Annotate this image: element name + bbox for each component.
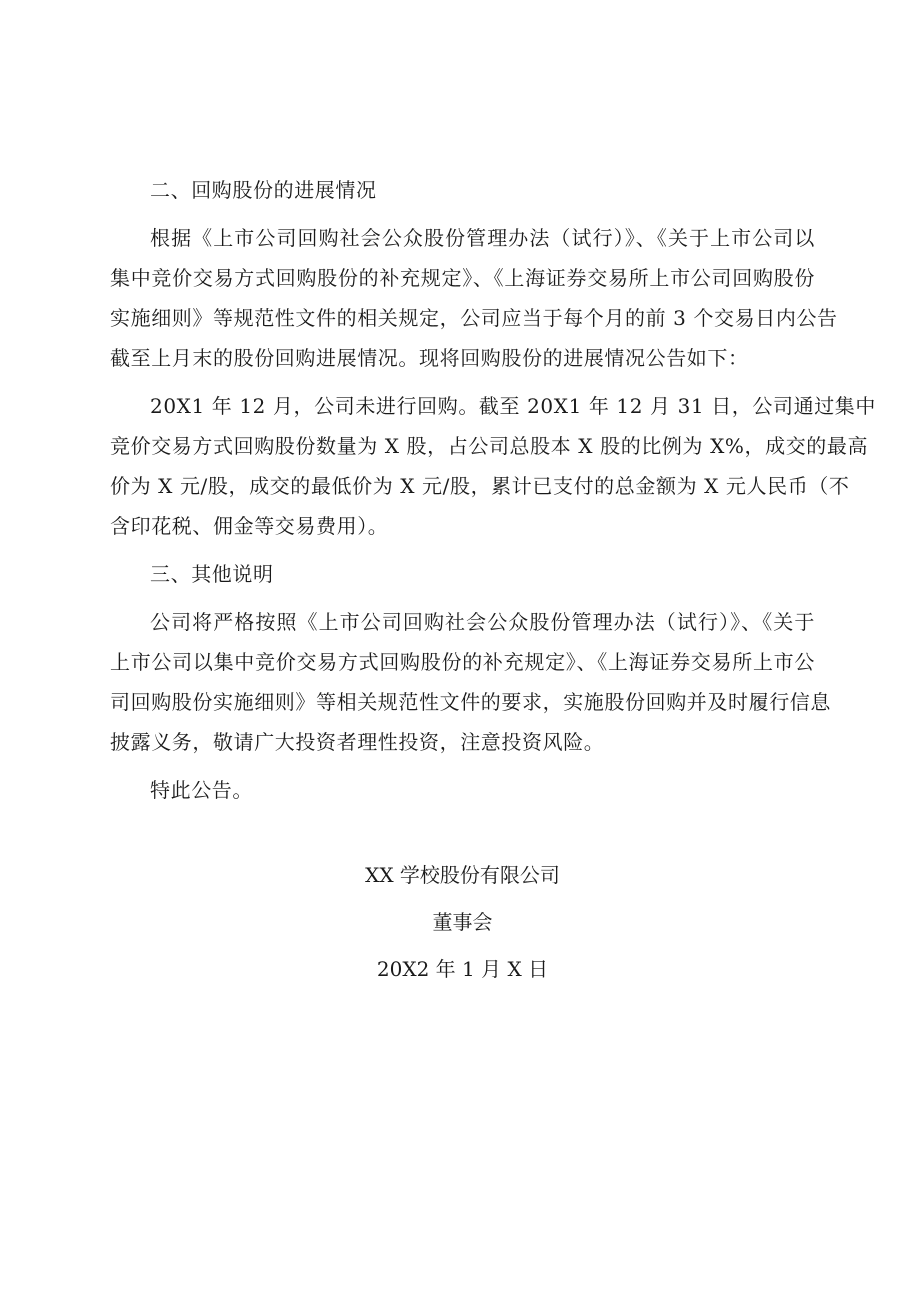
announcement-date: 20X2 年 1 月 X 日 xyxy=(376,957,549,981)
closing-statement: 特此公告。 xyxy=(150,778,253,802)
paragraph-line: 含印花税、佣金等交易费用）。 xyxy=(110,514,389,538)
paragraph-line: 上市公司以集中竞价交易方式回购股份的补充规定》、《上海证券交易所上市公 xyxy=(110,650,815,674)
paragraph-line: 价为 X 元/股，成交的最低价为 X 元/股，累计已支付的总金额为 X 元人民币（不 xyxy=(110,474,850,498)
paragraph-line: 司回购股份实施细则》等相关规范性文件的要求，实施股份回购并及时履行信息 xyxy=(110,690,831,714)
paragraph-line: 披露义务，敬请广大投资者理性投资，注意投资风险。 xyxy=(110,730,605,754)
paragraph-line: 截至上月末的股份回购进展情况。现将回购股份的进展情况公告如下： xyxy=(110,346,749,370)
section-heading-progress: 二、回购股份的进展情况 xyxy=(150,178,377,202)
board-of-directors: 董事会 xyxy=(432,910,493,934)
paragraph-line: 公司将严格按照《上市公司回购社会公众股份管理办法（试行）》、《关于 xyxy=(150,610,815,634)
paragraph-repurchase-status xyxy=(110,386,876,546)
announcement-body xyxy=(110,136,876,810)
company-name: XX 学校股份有限公司 xyxy=(365,863,560,887)
paragraph-line: 20X1 年 12 月，公司未进行回购。截至 20X1 年 12 月 31 日，公司通过集中 xyxy=(150,394,876,418)
paragraph-progress-basis xyxy=(110,218,838,378)
paragraph-line: 集中竞价交易方式回购股份的补充规定》、《上海证券交易所上市公司回购股份 xyxy=(110,266,815,290)
paragraph-other-notes xyxy=(110,602,831,762)
paragraph-line: 根据《上市公司回购社会公众股份管理办法（试行）》、《关于上市公司以 xyxy=(150,226,815,250)
paragraph-line: 实施细则》等规范性文件的相关规定，公司应当于每个月的前 3 个交易日内公告 xyxy=(110,306,838,330)
paragraph-line: 竞价交易方式回购股份数量为 X 股，占公司总股本 X 股的比例为 X%，成交的最高 xyxy=(110,434,869,458)
signature-block xyxy=(110,852,815,993)
section-heading-other: 三、其他说明 xyxy=(150,562,274,586)
